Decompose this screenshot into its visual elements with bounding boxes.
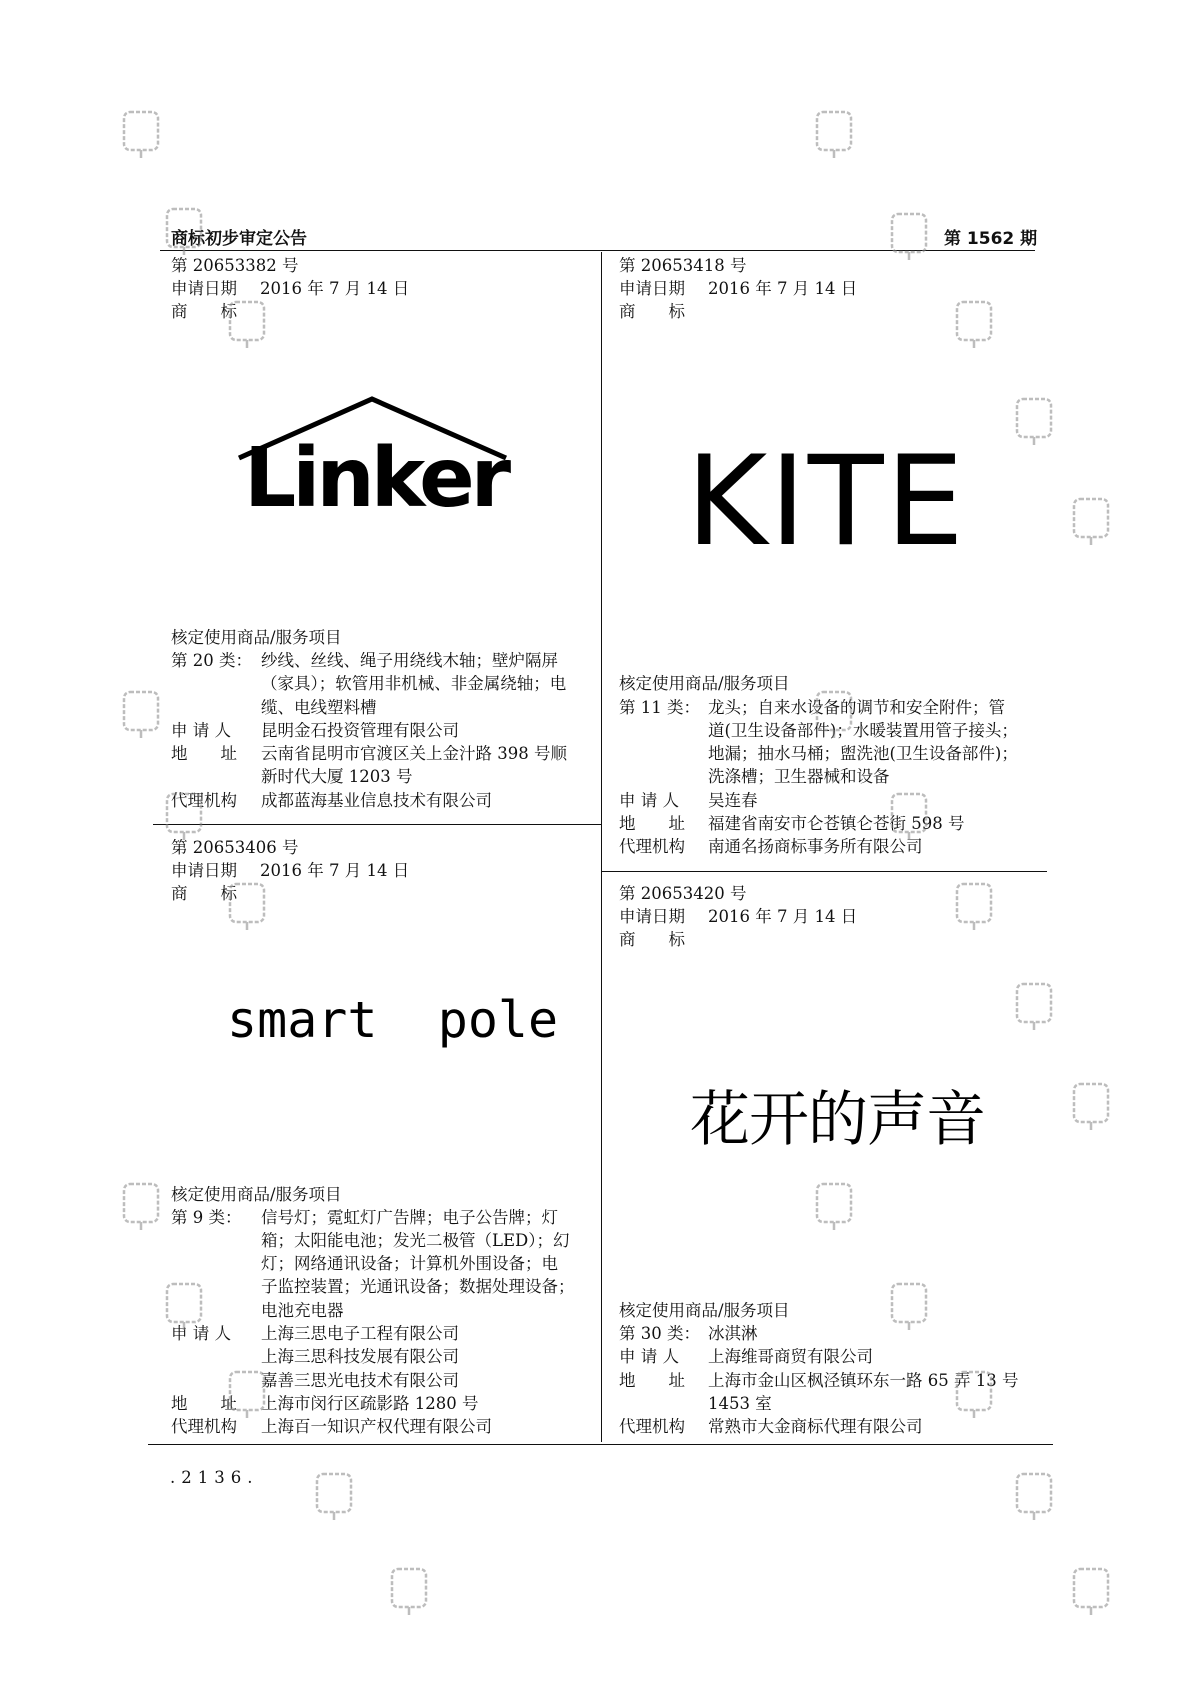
goods-line: 洗涤槽；卫生器械和设备 (708, 767, 890, 786)
watermark-stamp-icon (955, 298, 993, 348)
watermark-stamp-icon (1015, 395, 1053, 445)
watermark-stamp-icon (315, 1470, 353, 1520)
applicant-label: 申 请 人 (619, 791, 679, 810)
address-line: 上海市金山区枫泾镇环东一路 65 弄 13 号 (708, 1371, 1019, 1390)
address-line: 云南省昆明市官渡区关上金汁路 398 号顺 (261, 744, 567, 763)
address-label: 地 址 (619, 1371, 685, 1390)
applicant-value: 上海维哥商贸有限公司 (708, 1347, 873, 1366)
watermark-stamp-icon (228, 880, 266, 930)
footer-rule (148, 1444, 1053, 1445)
apply-date-label: 申请日期 (171, 279, 237, 298)
watermark-stamp-icon (1015, 980, 1053, 1030)
agent-value: 成都蓝海基业信息技术有限公司 (261, 791, 492, 810)
address-line: 新时代大厦 1203 号 (261, 767, 413, 786)
apply-date-label: 申请日期 (171, 861, 237, 880)
left-entry-divider (153, 824, 601, 825)
watermark-stamp-icon (1072, 495, 1110, 545)
watermark-stamp-icon (390, 1565, 428, 1615)
goods-line: 电池充电器 (261, 1301, 344, 1320)
goods-line: 箱；太阳能电池；发光二极管（LED）；幻 (261, 1231, 570, 1250)
apply-date-value: 2016 年 7 月 14 日 (260, 279, 410, 298)
applicant-value: 吴连春 (708, 791, 758, 810)
agent-label: 代理机构 (171, 1417, 237, 1436)
watermark-stamp-icon (122, 1180, 160, 1230)
page-number: .2136. (170, 1468, 259, 1487)
bulletin-title: 商标初步审定公告 (171, 229, 307, 249)
watermark-stamp-icon (122, 108, 160, 158)
address-label: 地 址 (171, 1394, 237, 1413)
watermark-stamp-icon (1072, 1565, 1110, 1615)
goods-line: 冰淇淋 (708, 1324, 758, 1343)
watermark-stamp-icon (165, 205, 203, 255)
applicant-label: 申 请 人 (171, 721, 231, 740)
agent-value: 常熟市大金商标代理有限公司 (708, 1417, 923, 1436)
apply-date-label: 申请日期 (619, 907, 685, 926)
apply-date-value: 2016 年 7 月 14 日 (708, 279, 858, 298)
address-label: 地 址 (171, 744, 237, 763)
watermark-stamp-icon (890, 790, 928, 840)
application-number: 第 20653382 号 (171, 256, 299, 275)
address-line: 福建省南安市仑苍镇仑苍街 598 号 (708, 814, 965, 833)
applicant-label: 申 请 人 (619, 1347, 679, 1366)
watermark-stamp-icon (955, 880, 993, 930)
issue-number: 第 1562 期 (944, 229, 1038, 249)
goods-line: 纱线、丝线、绳子用绕线木轴；壁炉隔屏 (261, 651, 558, 670)
mark-text: KITE (686, 430, 966, 574)
class-label: 第 9 类： (171, 1208, 242, 1227)
applicant-value: 上海三思科技发展有限公司 (261, 1347, 459, 1366)
applicant-value: 嘉善三思光电技术有限公司 (261, 1371, 459, 1390)
agent-label: 代理机构 (171, 791, 237, 810)
application-number: 第 20653420 号 (619, 884, 747, 903)
goods-line: 缆、电线塑料槽 (261, 698, 377, 717)
class-label: 第 20 类： (171, 651, 252, 670)
goods-line: 道(卫生设备部件)；水暖装置用管子接头； (708, 721, 1018, 740)
goods-line: 子监控装置；光通讯设备；数据处理设备； (261, 1277, 575, 1296)
mark-label: 商 标 (619, 930, 685, 949)
goods-heading: 核定使用商品/服务项目 (171, 1185, 342, 1204)
watermark-stamp-icon (890, 210, 928, 260)
apply-date-value: 2016 年 7 月 14 日 (260, 861, 410, 880)
application-number: 第 20653406 号 (171, 838, 299, 857)
trademark-logo-linker (236, 396, 511, 526)
apply-date-label: 申请日期 (619, 279, 685, 298)
watermark-stamp-icon (815, 108, 853, 158)
address-line: 上海市闵行区疏影路 1280 号 (261, 1394, 479, 1413)
watermark-stamp-icon (165, 1280, 203, 1330)
mark-label: 商 标 (171, 884, 237, 903)
class-label: 第 30 类： (619, 1324, 700, 1343)
agent-value: 上海百一知识产权代理有限公司 (261, 1417, 492, 1436)
class-label: 第 11 类： (619, 698, 700, 717)
applicant-label: 申 请 人 (171, 1324, 231, 1343)
watermark-stamp-icon (228, 298, 266, 348)
mark-label: 商 标 (171, 302, 237, 321)
watermark-stamp-icon (815, 1180, 853, 1230)
application-number: 第 20653418 号 (619, 256, 747, 275)
goods-line: 龙头；自来水设备的调节和安全附件；管 (708, 698, 1005, 717)
goods-heading: 核定使用商品/服务项目 (619, 1301, 790, 1320)
applicant-value: 昆明金石投资管理有限公司 (261, 721, 459, 740)
address-label: 地 址 (619, 814, 685, 833)
right-entry-divider (601, 871, 1047, 872)
applicant-value: 上海三思电子工程有限公司 (261, 1324, 459, 1343)
address-line: 1453 室 (708, 1394, 772, 1413)
watermark-stamp-icon (1072, 1080, 1110, 1130)
mark-text: smart pole (227, 991, 559, 1049)
watermark-stamp-icon (890, 1280, 928, 1330)
watermark-stamp-icon (815, 688, 853, 738)
apply-date-value: 2016 年 7 月 14 日 (708, 907, 858, 926)
goods-line: （家具）；软管用非机械、非金属绕轴；电 (261, 674, 567, 693)
watermark-stamp-icon (955, 1368, 993, 1418)
goods-line: 灯；网络通讯设备；计算机外围设备；电 (261, 1254, 558, 1273)
watermark-stamp-icon (165, 790, 203, 840)
agent-label: 代理机构 (619, 837, 685, 856)
column-divider (601, 252, 602, 1442)
watermark-stamp-icon (1015, 1470, 1053, 1520)
mark-text: 花开的声音 (690, 1085, 985, 1155)
goods-line: 信号灯；霓虹灯广告牌；电子公告牌；灯 (261, 1208, 558, 1227)
goods-heading: 核定使用商品/服务项目 (171, 628, 342, 647)
mark-label: 商 标 (619, 302, 685, 321)
mark-text: Linker (244, 431, 508, 526)
goods-heading: 核定使用商品/服务项目 (619, 674, 790, 693)
agent-label: 代理机构 (619, 1417, 685, 1436)
goods-line: 地漏；抽水马桶；盥洗池(卫生设备部件)； (708, 744, 1018, 763)
watermark-stamp-icon (228, 1368, 266, 1418)
agent-value: 南通名扬商标事务所有限公司 (708, 837, 923, 856)
watermark-stamp-icon (122, 688, 160, 738)
